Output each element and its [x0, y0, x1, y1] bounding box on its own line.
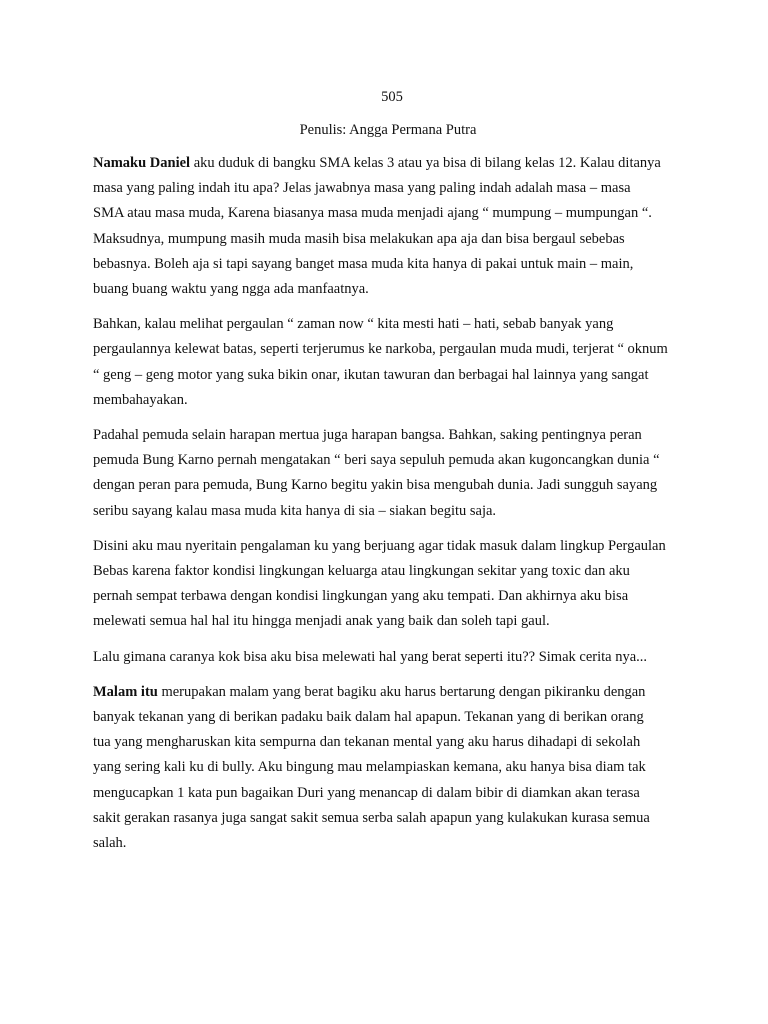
- paragraph-text: Disini aku mau nyeritain pengalaman ku yang berjuang agar tidak masuk dalam lingkup Pergaulan Bebas karena faktor kondisi lingkungan keluarga atau lingkungan sekitar yang toxic dan aku pernah sempat terbawa dengan kondisi lingkungan yang aku tempati. Dan akhirnya aku bisa melewati semua hal hal itu hingga menjadi anak yang baik dan soleh tapi gaul.: [93, 537, 666, 630]
- paragraph-6: [93, 680, 658, 856]
- paragraph-text: Bahkan, kalau melihat pergaulan “ zaman now “ kita mesti hati – hati, sebab banyak yang pergaulannya kelewat batas, seperti terjerumus ke narkoba, pergaulan muda mudi, terjerat “ oknum “ geng – geng motor yang suka bikin onar, ikutan tawuran dan berbagai hal lainnya yang sangat membahayakan.: [93, 316, 668, 408]
- page-number: 505: [381, 89, 403, 105]
- paragraph-4: [93, 534, 671, 635]
- paragraph-text: Lalu gimana caranya kok bisa aku bisa melewati hal yang berat seperti itu?? Simak cerita nya...: [93, 648, 648, 665]
- paragraph-text: merupakan malam yang berat bagiku aku harus bertarung dengan pikiranku dengan banyak tekanan yang di berikan padaku baik dalam hal apapun. Tekanan yang di berikan orang tua yang mengharuskan kita sempurna dan tekanan mental yang aku harus dihadapi di sekolah yang sering kali ku di bully. Aku bingung mau melampiaskan kemana, aku hanya bisa diam tak mengucapkan 1 kata pun bagaikan Duri yang menancap di dalam bibir di diamkan akan terasa sakit gerakan rasanya juga sangat sakit semua serba salah apapun yang kulakukan kurasa semua salah.: [93, 683, 650, 852]
- paragraph-text: Padahal pemuda selain harapan mertua juga harapan bangsa. Bahkan, saking pentingnya peran pemuda Bung Karno pernah mengatakan “ beri saya sepuluh pemuda akan kugoncangkan dunia “ dengan peran para pemuda, Bung Karno begitu yakin bisa mengubah dunia. Jadi sungguh sayang seribu sayang kalau masa muda kita hanya di sia – siakan begitu saja.: [93, 427, 660, 519]
- paragraph-text: aku duduk di bangku SMA kelas 3 atau ya bisa di bilang kelas 12. Kalau ditanya masa yang paling indah itu apa? Jelas jawabnya masa yang paling indah adalah masa – masa SMA atau masa muda, Karena biasanya masa muda menjadi ajang “ mumpung – mumpungan “. Maksudnya, mumpung masih muda masih bisa melakukan apa aja dan bisa bergaul sebebas bebasnya. Boleh aja si tapi sayang banget masa muda kita hanya di pakai untuk main – main, buang buang waktu yang ngga ada manfaatnya.: [93, 155, 661, 298]
- paragraph-5: [93, 645, 658, 670]
- paragraph-2: [93, 312, 668, 413]
- paragraph-1: [93, 151, 661, 302]
- author-byline: Penulis: Angga Permana Putra: [299, 122, 477, 138]
- document-page: [93, 86, 673, 866]
- paragraph-lead: Malam itu: [93, 683, 158, 700]
- paragraph-lead: Namaku Daniel: [93, 155, 191, 171]
- paragraph-3: [93, 423, 671, 524]
